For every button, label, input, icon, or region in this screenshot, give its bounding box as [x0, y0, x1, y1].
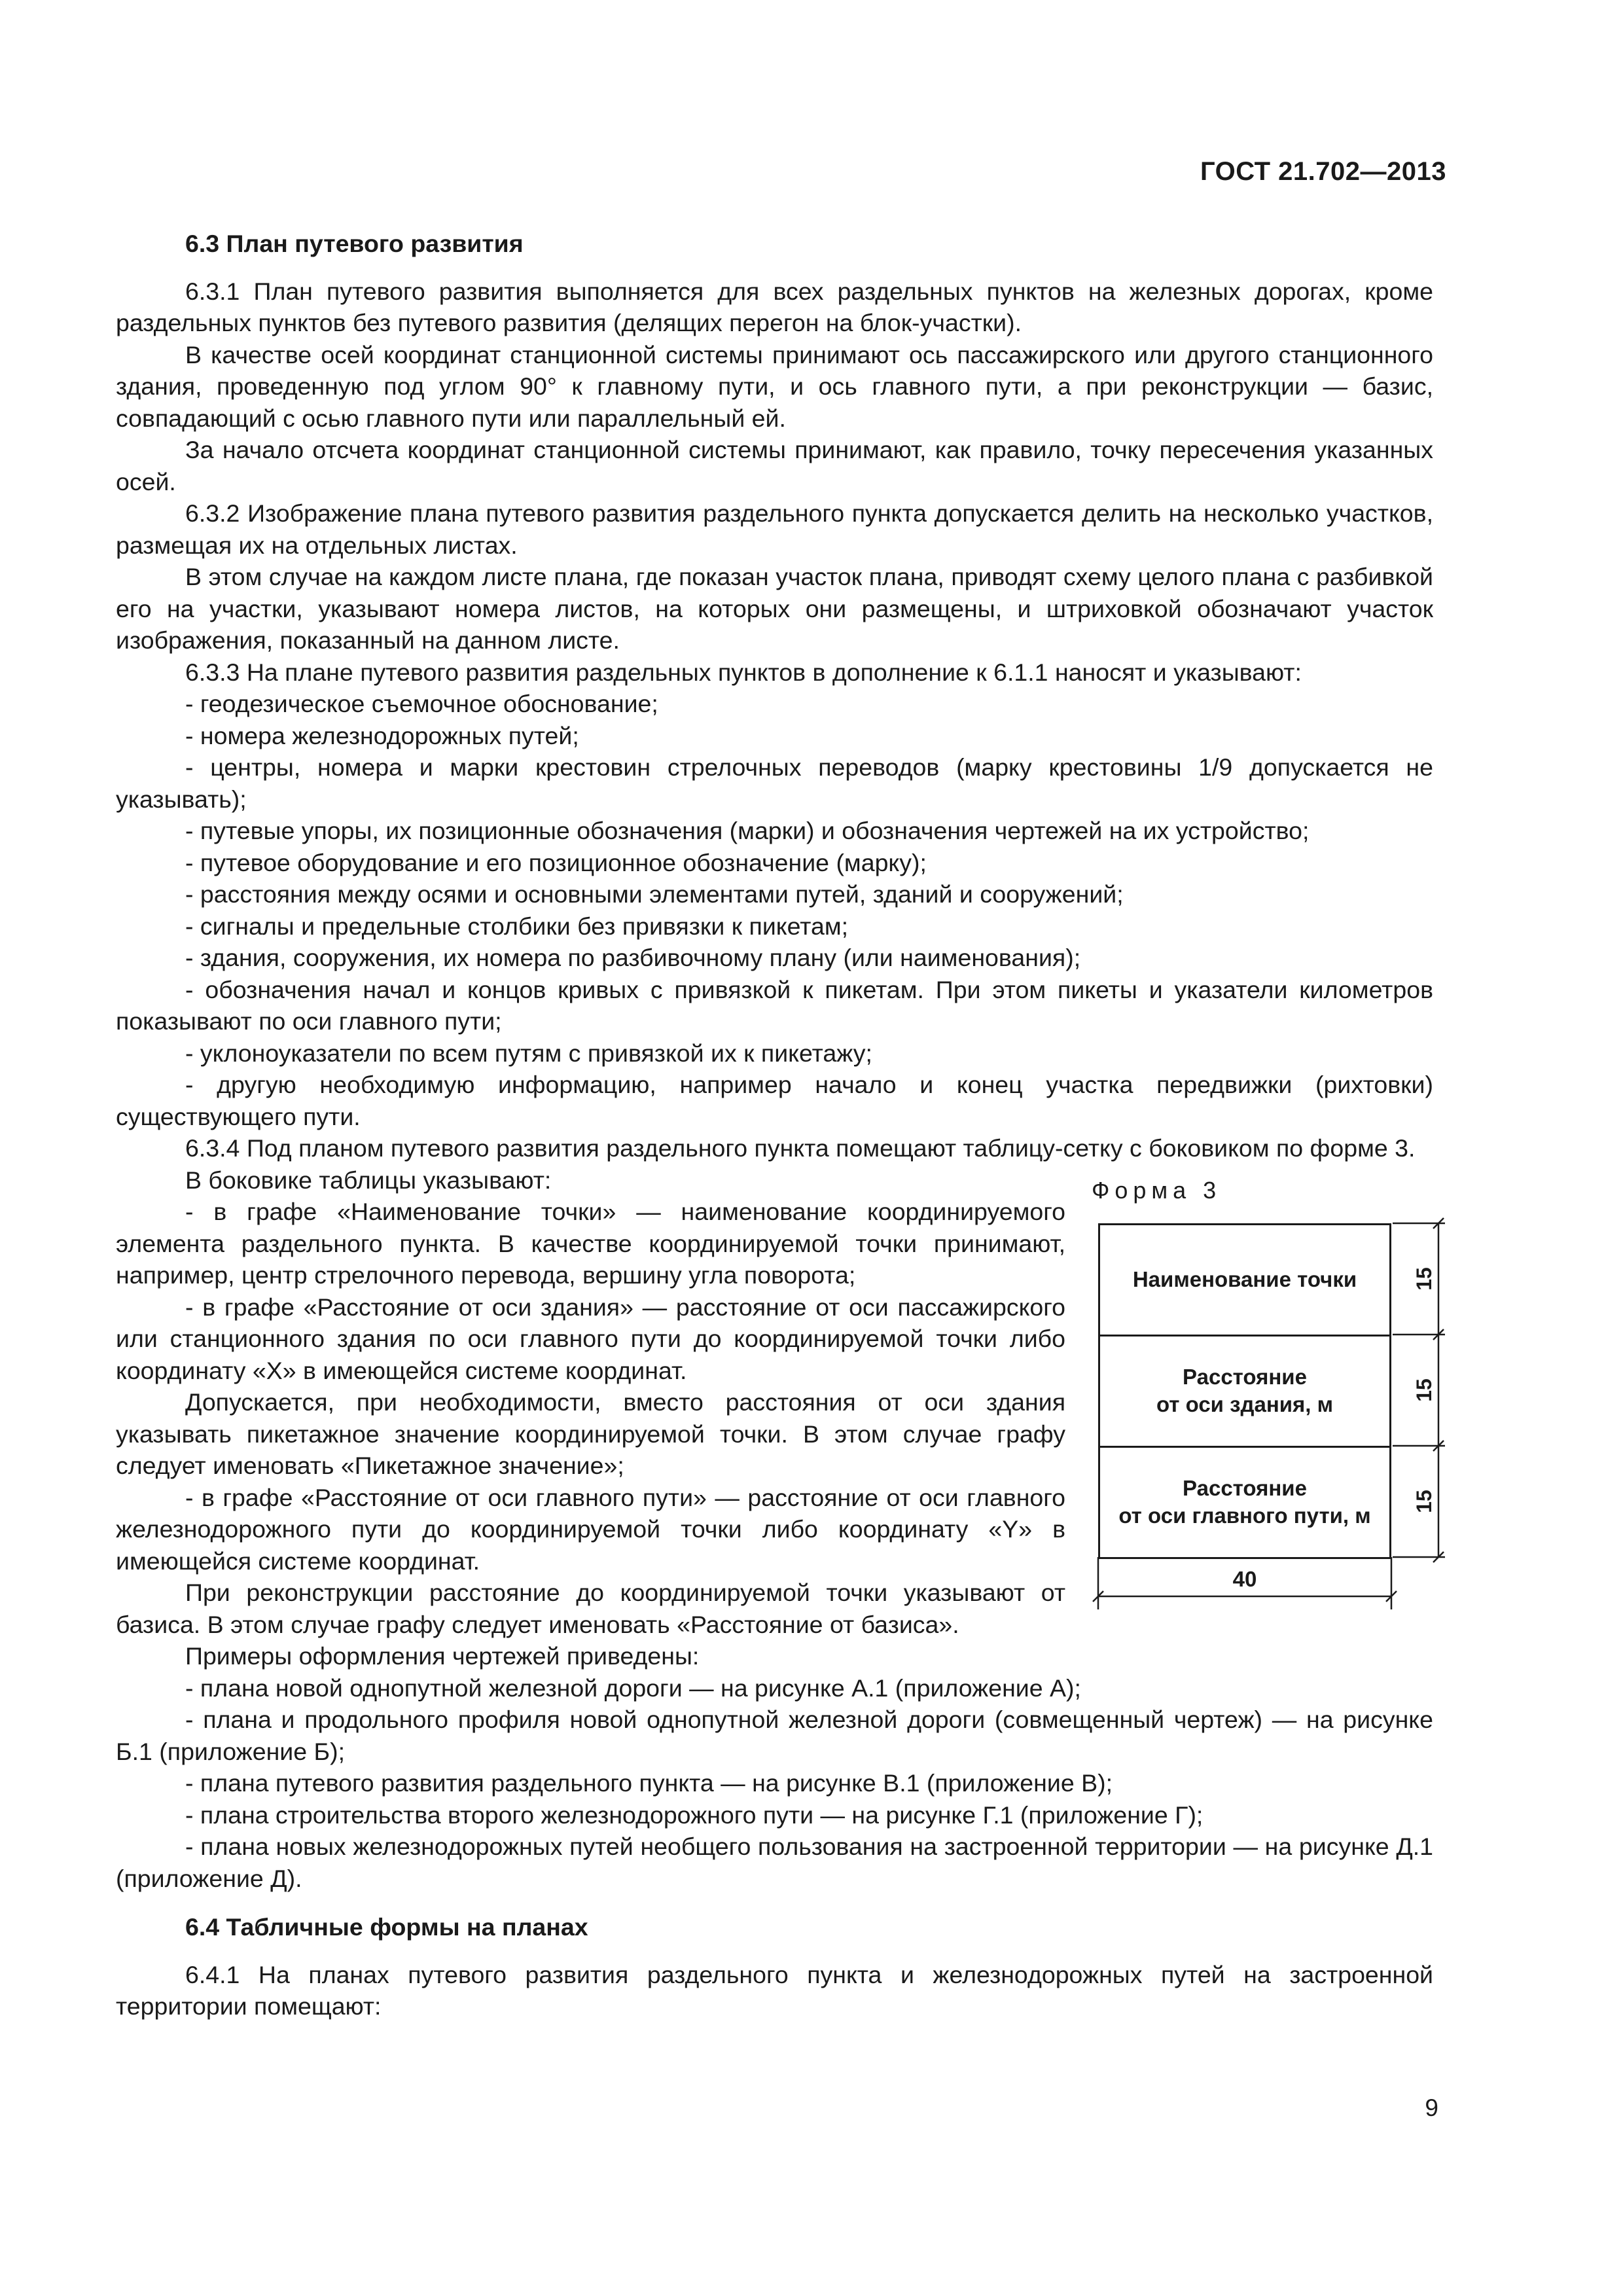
paragraph: - в графе «Расстояние от оси здания» — расстояние от оси пассажирского или станционного здания по оси главного пути до координируемой точки либо координату «X» в имеющейся системе координат.	[116, 1293, 1065, 1384]
row-height-label: 15	[1412, 1489, 1436, 1513]
column-width-dimension	[1098, 1557, 1391, 1616]
page-content	[116, 228, 1436, 2022]
row-height-label: 15	[1412, 1266, 1436, 1291]
document-designation: ГОСТ 21.702—2013	[1200, 157, 1446, 186]
paragraph: 6.3.4 Под планом путевого развития раздельного пункта помещают таблицу-сетку с боковиком по форме 3.	[185, 1134, 1416, 1162]
cell-line: от оси главного пути, м	[1118, 1503, 1371, 1528]
paragraph: За начало отсчета координат станционной системы принимают, как правило, точку пересечения указанных осей.	[116, 436, 1433, 495]
list-item: - центры, номера и марки крестовин стрелочных переводов (марку крестовины 1/9 допускается не указывать);	[116, 753, 1433, 813]
table-cell	[1099, 1224, 1391, 1335]
list-item: - плана новых железнодорожных путей необщего пользования на застроенной территории — на рисунке Д.1 (приложение Д).	[116, 1833, 1433, 1892]
row-height-dimensions	[1391, 1223, 1450, 1557]
section-6-4-heading: 6.4 Табличные формы на планах	[185, 1913, 588, 1941]
paragraph: 6.3.3 На плане путевого развития раздельных пунктов в дополнение к 6.1.1 наносят и указывают:	[185, 658, 1302, 686]
list-item: - плана новой однопутной железной дороги — на рисунке А.1 (приложение А);	[185, 1674, 1081, 1702]
cell-line: Расстояние	[1183, 1476, 1307, 1500]
paragraph: - в графе «Расстояние от оси главного пути» — расстояние от оси главного железнодорожного пути до координируемой точки либо координату «Y» в имеющейся системе координат.	[116, 1483, 1065, 1575]
paragraph: Допускается, при необходимости, вместо расстояния от оси здания указывать пикетажное значение координируемой точки. В этом случае графу следует именовать «Пикетажное значение»;	[116, 1388, 1065, 1479]
cell-line: Наименование точки	[1132, 1267, 1357, 1291]
list-item: - путевое оборудование и его позиционное обозначение (марку);	[185, 848, 927, 876]
row-height-label: 15	[1412, 1378, 1436, 1402]
section-6-3-heading: 6.3 План путевого развития	[185, 230, 524, 257]
list-item: - уклоноуказатели по всем путям с привязкой их к пикетажу;	[185, 1039, 872, 1067]
list-item: - расстояния между осями и основными элементами путей, зданий и сооружений;	[185, 880, 1124, 908]
list-item: - геодезическое съемочное обоснование;	[185, 690, 658, 717]
list-item: - плана путевого развития раздельного пункта — на рисунке В.1 (приложение В);	[185, 1769, 1113, 1797]
table-row	[1099, 1446, 1391, 1558]
table-cell	[1099, 1446, 1391, 1558]
table-row	[1099, 1335, 1391, 1446]
list-item: - номера железнодорожных путей;	[185, 721, 579, 749]
paragraph: В этом случае на каждом листе плана, где показан участок плана, приводят схему целого плана с разбивкой его на участки, указывают номера листов, на которых они размещены, и штриховкой обозначают участок изображения, показанный на данном листе.	[116, 563, 1433, 654]
form-3-table	[1098, 1223, 1391, 1559]
list-item: - сигналы и предельные столбики без привязки к пикетам;	[185, 912, 849, 940]
paragraph: 6.3.2 Изображение плана путевого развития раздельного пункта допускается делить на несколько участков, размещая их на отдельных листах.	[116, 499, 1433, 559]
list-item: - обозначения начал и концов кривых с привязкой к пикетам. При этом пикеты и указатели километров показывают по оси главного пути;	[116, 975, 1433, 1035]
paragraph: - в графе «Наименование точки» — наименование координируемого элемента раздельного пункта. В качестве координируемой точки принимают, например, центр стрелочного перевода, вершину угла поворота;	[116, 1198, 1065, 1289]
table-cell	[1099, 1335, 1391, 1446]
form-3-label: Форма 3	[1092, 1176, 1222, 1204]
cell-line: от оси здания, м	[1156, 1392, 1334, 1416]
table-row	[1099, 1224, 1391, 1335]
paragraph: В качестве осей координат станционной системы принимают ось пассажирского или другого станционного здания, проведенную под углом 90° к главному пути, и ось главного пути, а при реконструкции — базис, совпадающий с осью главного пути или параллельный ей.	[116, 340, 1433, 432]
page-number: 9	[1425, 2094, 1438, 2121]
list-item: - другую необходимую информацию, например начало и конец участка передвижки (рихтовки) существующего пути.	[116, 1071, 1433, 1130]
list-item: - плана строительства второго железнодорожного пути — на рисунке Г.1 (приложение Г);	[185, 1801, 1204, 1829]
form-3-figure	[1092, 1171, 1465, 1649]
list-item: - плана и продольного профиля новой однопутной железной дороги (совмещенный чертеж) — на рисунке Б.1 (приложение Б);	[116, 1706, 1433, 1765]
paragraph: При реконструкции расстояние до координируемой точки указывают от базиса. В этом случае графу следует именовать «Расстояние от базиса».	[116, 1579, 1065, 1638]
list-item: - здания, сооружения, их номера по разбивочному плану (или наименования);	[185, 944, 1081, 971]
column-width-label: 40	[1232, 1566, 1257, 1591]
paragraph: Примеры оформления чертежей приведены:	[185, 1642, 700, 1670]
cell-line: Расстояние	[1183, 1365, 1307, 1389]
paragraph: 6.3.1 План путевого развития выполняется для всех раздельных пунктов на железных дорогах, кроме раздельных пунктов без путевого развития (делящих перегон на блок-участки).	[116, 277, 1433, 336]
paragraph: В боковике таблицы указывают:	[185, 1166, 552, 1194]
list-item: - путевые упоры, их позиционные обозначения (марки) и обозначения чертежей на их устройство;	[185, 817, 1310, 844]
paragraph: 6.4.1 На планах путевого развития раздельного пункта и железнодорожных путей на застроенной территории помещают:	[116, 1960, 1433, 2020]
